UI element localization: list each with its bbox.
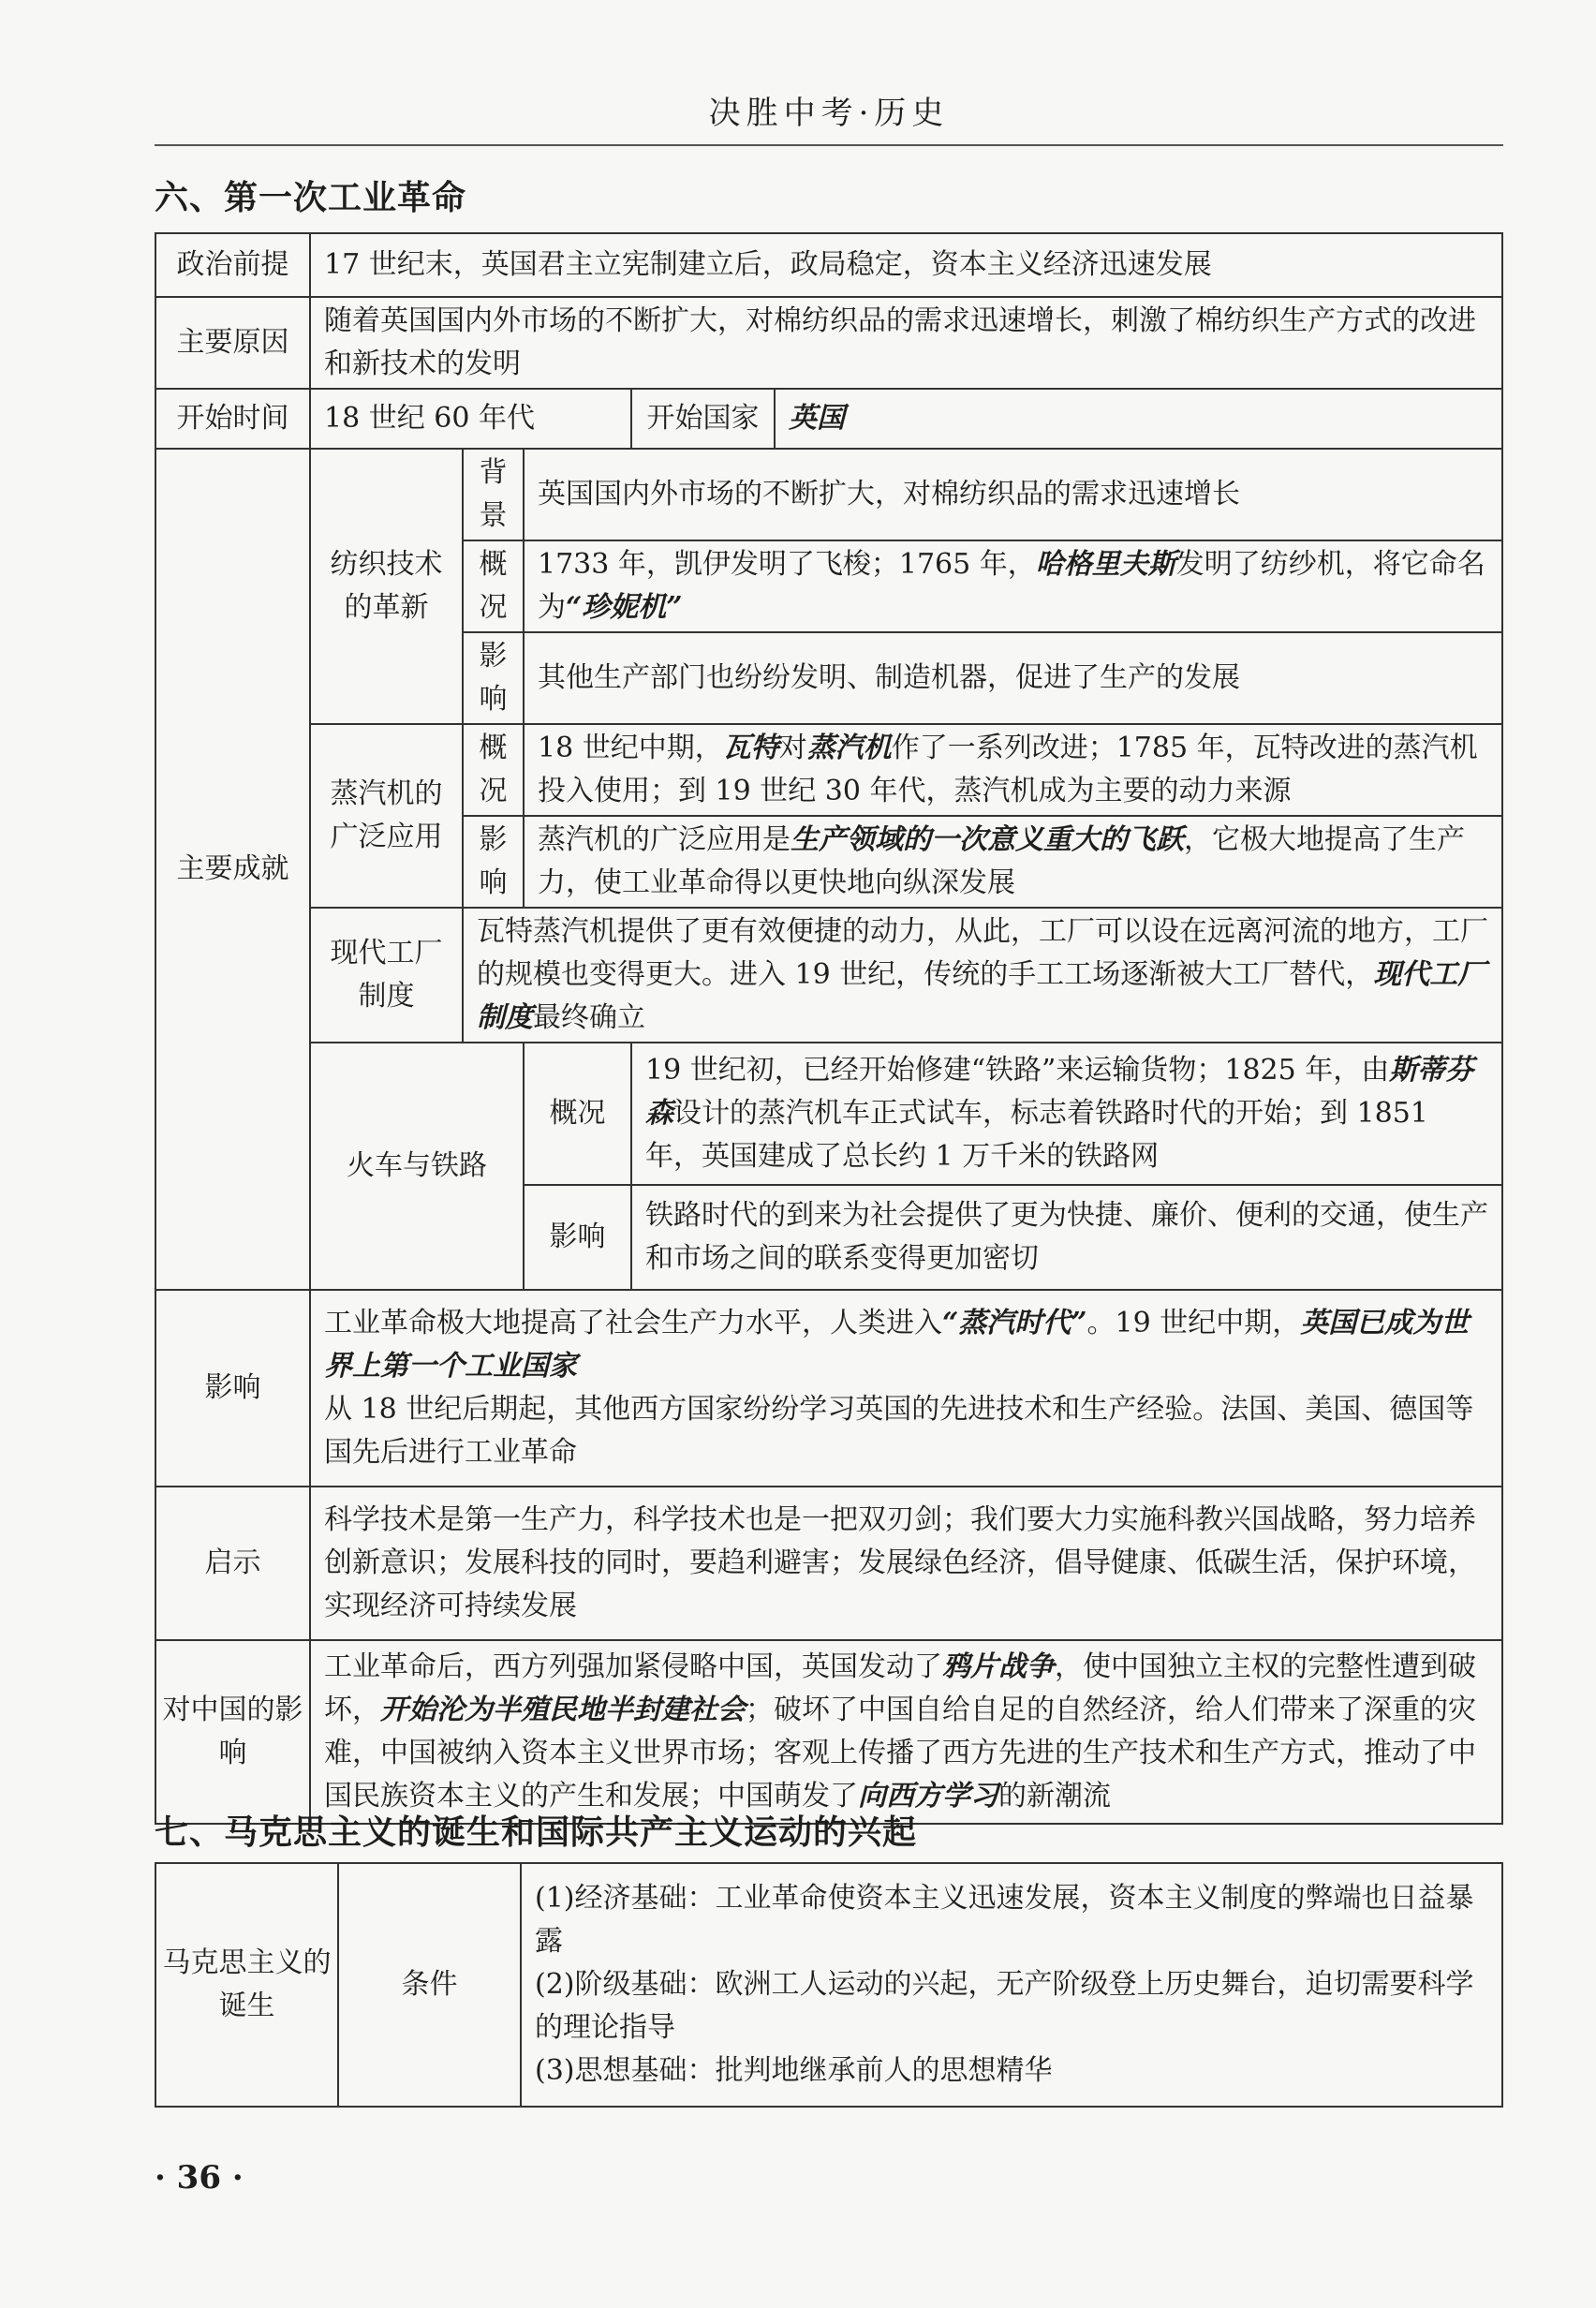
marxism-birth-label: 马克思主义的诞生 — [155, 1863, 338, 2107]
political-text: 17 世纪末，英国君主立宪制建立后，政局稳定，资本主义经济迅速发展 — [310, 233, 1502, 297]
influence-label: 影响 — [155, 1290, 310, 1487]
steam-impact-label: 影响 — [463, 816, 524, 908]
steam-overview-label: 概况 — [463, 724, 524, 816]
page-header — [155, 86, 1503, 146]
condition-label: 条件 — [338, 1863, 521, 2107]
textile-overview-label: 概况 — [463, 540, 524, 632]
page-number: · 36 · — [155, 2159, 244, 2197]
table-row — [155, 1290, 1502, 1487]
china-impact-label: 对中国的影响 — [155, 1640, 310, 1824]
railway-impact-label: 影响 — [524, 1185, 631, 1290]
textile-impact-text: 其他生产部门也纷纷发明、制造机器，促进了生产的发展 — [524, 632, 1502, 724]
lesson-text: 科学技术是第一生产力，科学技术也是一把双刃剑；我们要大力实施科教兴国战略，努力培养创新意识；发展科技的同时，要趋利避害；发展绿色经济，倡导健康、低碳生活，保护环境，实现经济可持续发展 — [310, 1487, 1502, 1640]
section-7-title: 七、马克思主义的诞生和国际共产主义运动的兴起 — [155, 1813, 918, 1852]
start-time-value: 18 世纪 60 年代 — [310, 389, 631, 449]
header-title: 决胜中考·历史 — [708, 95, 950, 132]
steam-overview-text: 18 世纪中期，瓦特对蒸汽机作了一系列改进；1785 年，瓦特改进的蒸汽机投入使用；到 19 世纪 30 年代，蒸汽机成为主要的动力来源 — [524, 724, 1502, 816]
steam-impact-text: 蒸汽机的广泛应用是生产领域的一次意义重大的飞跃，它极大地提高了生产力，使工业革命得以更快地向纵深发展 — [524, 816, 1502, 908]
china-impact-text: 工业革命后，西方列强加紧侵略中国，英国发动了鸦片战争，使中国独立主权的完整性遭到破坏，开始沦为半殖民地半封建社会；破坏了中国自给自足的自然经济，给人们带来了深重的灾难，中国被纳入资本主义世界市场；客观上传播了西方先进的生产技术和生产方式，推动了中国民族资本主义的产生和发展；中国萌发了向西方学习的新潮流 — [310, 1640, 1502, 1824]
section-6-title: 六、第一次工业革命 — [155, 179, 467, 217]
table-row — [155, 1043, 1502, 1185]
condition-item: (3)思想基础：批判地继承前人的思想精华 — [535, 2054, 1053, 2087]
condition-item: (1)经济基础：工业革命使资本主义迅速发展，资本主义制度的弊端也日益暴露 — [535, 1882, 1474, 1958]
railway-overview-text: 19 世纪初，已经开始修建“铁路”来运输货物；1825 年，由斯蒂芬森设计的蒸汽机车正式试车，标志着铁路时代的开始；到 1851 年，英国建成了总长约 1 万千米的铁路网 — [631, 1043, 1502, 1185]
table-row — [155, 724, 1502, 816]
table-row — [155, 449, 1502, 540]
table-row — [155, 233, 1502, 297]
table-row — [155, 1487, 1502, 1640]
textile-label: 纺织技术的革新 — [310, 449, 463, 724]
achievements-label: 主要成就 — [155, 449, 310, 1290]
cause-label: 主要原因 — [155, 297, 310, 389]
factory-text: 瓦特蒸汽机提供了更有效便捷的动力，从此，工厂可以设在远离河流的地方，工厂的规模也变得更大。进入 19 世纪，传统的手工工场逐渐被大工厂替代，现代工厂制度最终确立 — [463, 908, 1502, 1043]
table-row — [155, 297, 1502, 389]
table-row — [155, 1640, 1502, 1824]
marxism-table — [155, 1862, 1503, 2108]
start-country-value: 英国 — [775, 389, 1502, 449]
start-time-label: 开始时间 — [155, 389, 310, 449]
industrial-revolution-table — [155, 232, 1503, 1825]
lesson-label: 启示 — [155, 1487, 310, 1640]
textile-overview-text: 1733 年，凯伊发明了飞梭；1765 年，哈格里夫斯发明了纺纱机，将它命名为“珍妮机” — [524, 540, 1502, 632]
railway-overview-label: 概况 — [524, 1043, 631, 1185]
condition-item: (2)阶级基础：欧洲工人运动的兴起，无产阶级登上历史舞台，迫切需要科学的理论指导 — [535, 1968, 1474, 2044]
steam-label: 蒸汽机的广泛应用 — [310, 724, 463, 908]
table-row — [155, 389, 1502, 449]
start-country-label: 开始国家 — [631, 389, 775, 449]
political-label: 政治前提 — [155, 233, 310, 297]
textile-background-text: 英国国内外市场的不断扩大，对棉纺织品的需求迅速增长 — [524, 449, 1502, 540]
cause-text: 随着英国国内外市场的不断扩大，对棉纺织品的需求迅速增长，刺激了棉纺织生产方式的改进和新技术的发明 — [310, 297, 1502, 389]
table-row — [155, 908, 1502, 1043]
railway-label: 火车与铁路 — [310, 1043, 524, 1290]
influence-text: 工业革命极大地提高了社会生产力水平，人类进入“蒸汽时代”。19 世纪中期，英国已成为世界上第一个工业国家 从 18 世纪后期起，其他西方国家纷纷学习英国的先进技术和生产经验。法国、美国、德国等国先后进行工业革命 — [310, 1290, 1502, 1487]
table-row — [155, 1863, 1502, 2107]
textile-impact-label: 影响 — [463, 632, 524, 724]
railway-impact-text: 铁路时代的到来为社会提供了更为快捷、廉价、便利的交通，使生产和市场之间的联系变得更加密切 — [631, 1185, 1502, 1290]
factory-label: 现代工厂制度 — [310, 908, 463, 1043]
conditions-list — [521, 1863, 1502, 2107]
textile-background-label: 背景 — [463, 449, 524, 540]
